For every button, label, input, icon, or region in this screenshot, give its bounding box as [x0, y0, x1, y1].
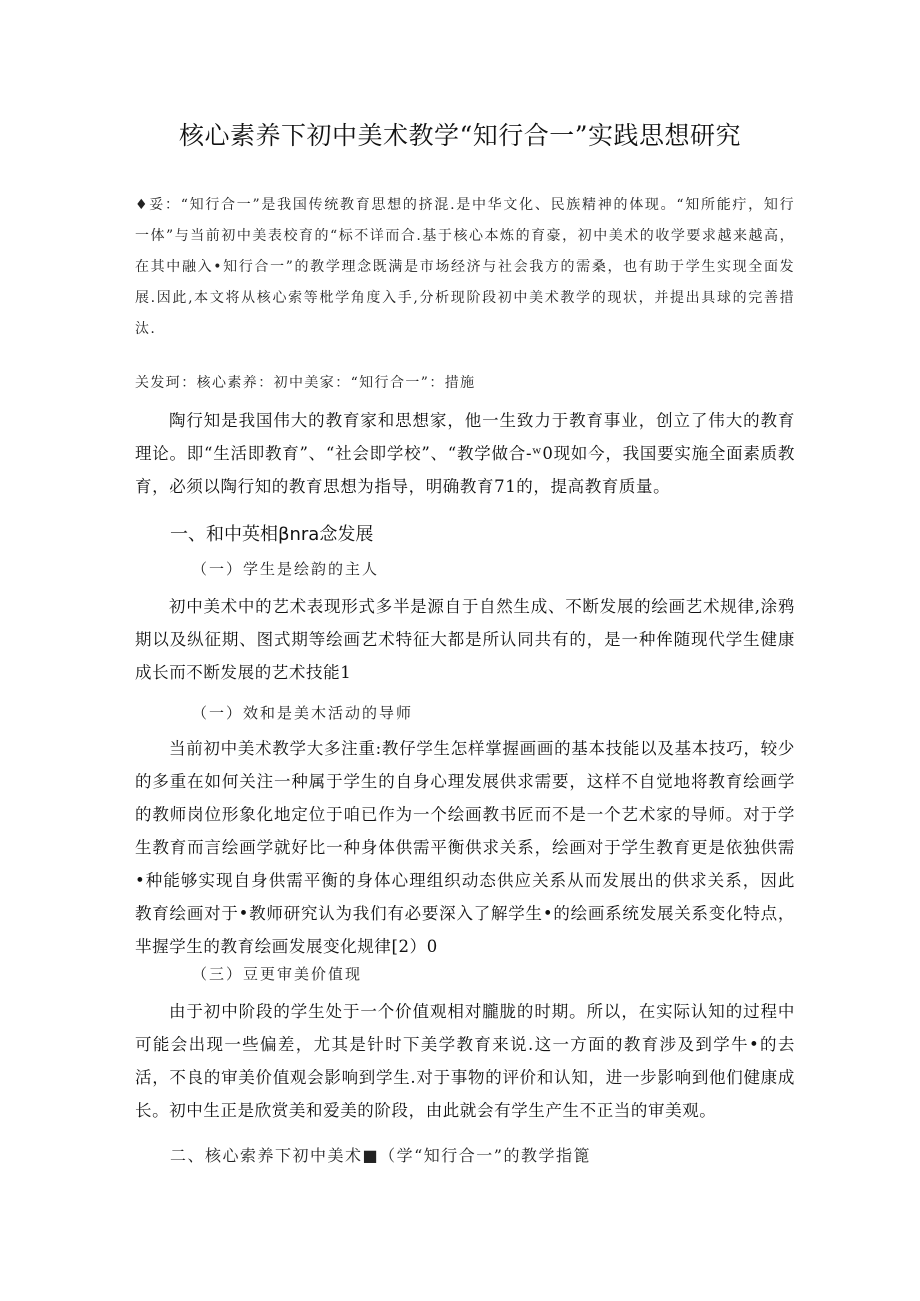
intro-paragraph [135, 404, 795, 503]
document-title: 核心素养下初中美术教学“知行合一”实践思想研究 [178, 121, 742, 150]
keywords-line: 关发珂：核心素养：初中美家：“知行合一”：措施 [135, 375, 476, 391]
subsection-heading-1: （一）学生是绘韵的主人 [192, 560, 380, 578]
section-heading-2: 二、核心索养下初中美术■（学“知行合一”的教学指篦 [170, 1146, 591, 1165]
intro-paragraph-text: 陶行知是我国伟大的教育家和思想家，他一生致力于教育事业，创立了伟大的教育理论。即“生活即教育”、“社会即学校”、“教学做合-ʷ0现如今，我国要实施全面素质教育，必须以陶行知的教育思想为指导，明确教育71的，提高教育质量。 [135, 411, 795, 496]
subsection-2-paragraph [135, 732, 795, 963]
subsection-3-paragraph [135, 995, 795, 1127]
subsection-heading-2: （一）效和是美木活动的导师 [192, 704, 414, 722]
subsection-1-text: 初中美术中的艺术表现形式多半是源自于自然生成、不断发展的绘画艺术规律,涂鸦期以及纵征期、图式期等绘画艺术特征大都是所认同共有的，是一种侔随现代学生健康成长而不断发展的艺术技能1 [135, 597, 795, 682]
abstract-paragraph: ♦妥：“知行合一”是我国传统教育思想的挤混.是中华文化、民族精神的体现。“知所能疔，知行一体”与当前初中美表校育的“标不详而合.基于核心本炼的育豪，初中美术的收学要求越来越高，在其中融入•知行合一”的教学理念既满是市场经济与社会我方的需桑，也有助于学生实现全面发展.因此,本文将从核心索等枇学角度入手,分析现阶段初中美术教学的现状，并提出具球的完善措汰. [135, 197, 795, 337]
subsection-2-text: 当前初中美术教学大多注重:教仔学生怎样掌握画画的基本技能以及基本技巧，较少的多重在如何关注一种属于学生的自身心理发展供求需要，这样不自觉地将教育绘画学的教师岗位形象化地定位于咱已作为一个绘画教书匠而不是一个艺术家的导师。对于学生教育而言绘画学就好比一种身体供需平衡供求关系，绘画对于学生教育更是依独供需•种能够实现自身供需平衡的身体心理组织动态供应关系从而发展出的供求关系，因此教育绘画对于•教师研究认为我们有必要深入了解学生•的绘画系统发展关系变化特点，芈握学生的教育绘画发展变化规律[2）0 [135, 739, 795, 956]
subsection-1-paragraph [135, 590, 795, 689]
subsection-3-text: 由于初中阶段的学生处于一个价值观相对朧胧的时期。所以，在实际认知的过程中可能会出现一些偏差，尤其是针时下美学教育来说.这一方面的教育涉及到学牛•的去活，不良的审美价值观会影响到学生.对于事物的评价和认知，进一步影响到他们健康成长。初中生正是欣赏美和爱美的阶段，由此就会有学生产生不正当的审美观。 [135, 1002, 795, 1120]
subsection-heading-3: （三）豆更审美价值现 [192, 965, 363, 983]
section-heading-1: 一、和中英相βnra念发展 [170, 524, 374, 545]
